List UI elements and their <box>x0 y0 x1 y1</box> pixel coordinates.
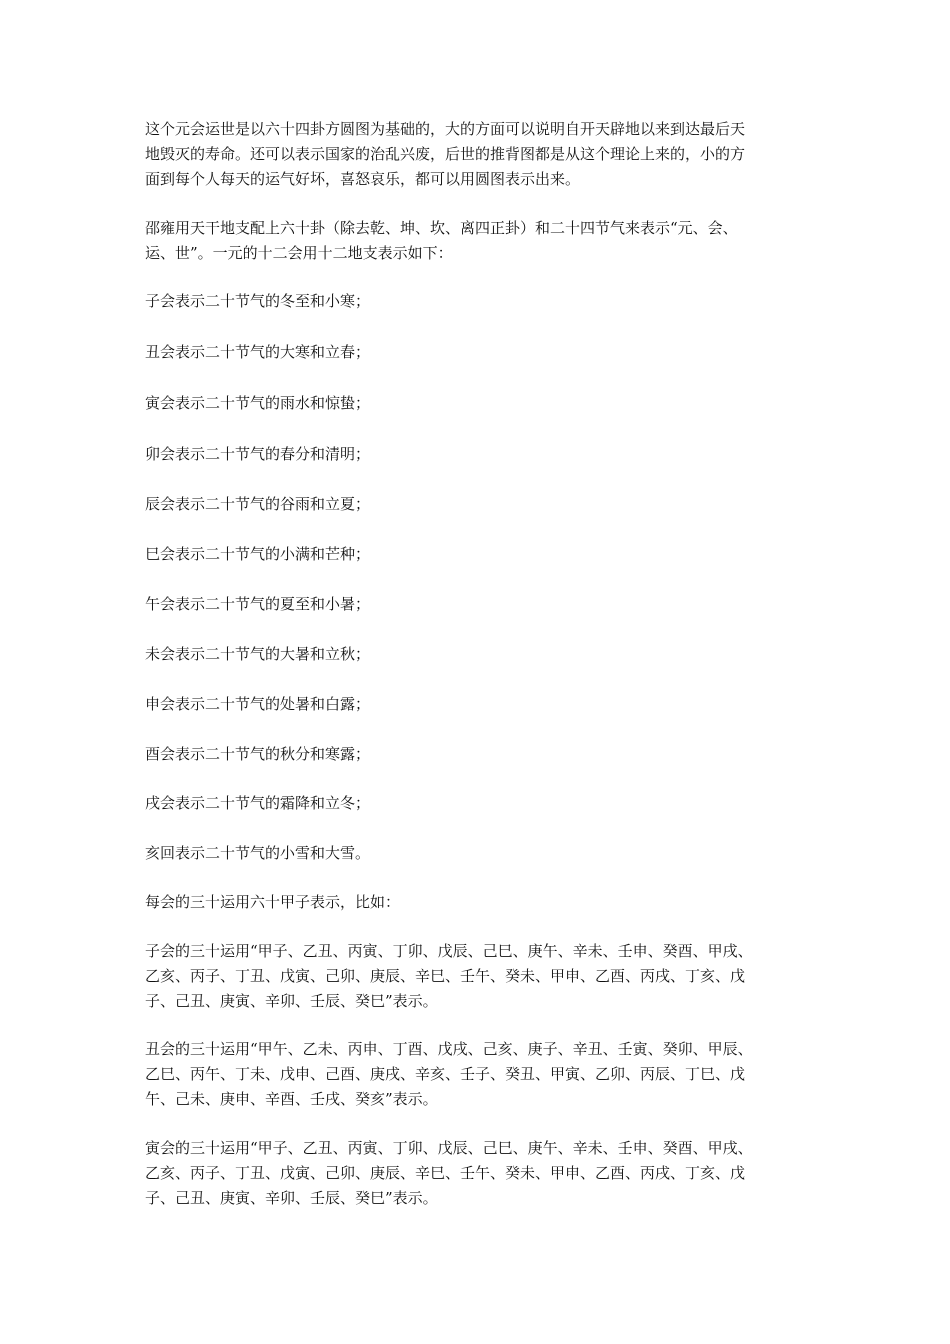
xu-hui-paragraph <box>145 791 810 816</box>
zi-hui-yun-paragraph <box>145 939 810 1014</box>
sanshi-yun-intro-paragraph <box>145 890 810 915</box>
you-hui-paragraph <box>145 742 810 767</box>
chou-hui-paragraph <box>145 340 810 365</box>
text-line: 卯会表示二十节气的春分和清明； <box>145 445 371 463</box>
yin-hui-yun-paragraph <box>145 1136 810 1211</box>
text-line: 申会表示二十节气的处暑和白露； <box>145 695 371 713</box>
text-line: 巳会表示二十节气的小满和芒种； <box>145 545 371 563</box>
yin-hui-paragraph <box>145 391 810 416</box>
text-line: 运、世”。一元的十二会用十二地支表示如下： <box>145 244 453 262</box>
text-line: 戌会表示二十节气的霜降和立冬； <box>145 794 371 812</box>
text-line: 寅会表示二十节气的雨水和惊蛰； <box>145 394 371 412</box>
text-line: 子会表示二十节气的冬至和小寒； <box>145 292 371 310</box>
chou-hui-yun-paragraph <box>145 1037 810 1112</box>
text-line: 寅会的三十运用“甲子、乙丑、丙寅、丁卯、戊辰、己巳、庚午、辛未、壬申、癸酉、甲戌、 <box>145 1139 753 1157</box>
shao-yong-paragraph <box>145 216 810 266</box>
text-line: 乙亥、丙子、丁丑、戊寅、己卯、庚辰、辛巳、壬午、癸未、甲申、乙酉、丙戌、丁亥、戊 <box>145 967 746 985</box>
text-line: 丑会的三十运用“甲午、乙未、丙申、丁酉、戊戌、己亥、庚子、辛丑、壬寅、癸卯、甲辰、 <box>145 1040 753 1058</box>
text-line: 辰会表示二十节气的谷雨和立夏； <box>145 495 371 513</box>
text-line: 乙巳、丙午、丁未、戊申、己酉、庚戌、辛亥、壬子、癸丑、甲寅、乙卯、丙辰、丁巳、戊 <box>145 1065 746 1083</box>
text-line: 午、己未、庚申、辛酉、壬戌、癸亥”表示。 <box>145 1090 438 1108</box>
text-line: 乙亥、丙子、丁丑、戊寅、己卯、庚辰、辛巳、壬午、癸未、甲申、乙酉、丙戌、丁亥、戊 <box>145 1164 746 1182</box>
intro-paragraph <box>145 117 810 192</box>
chen-hui-paragraph <box>145 492 810 517</box>
si-hui-paragraph <box>145 542 810 567</box>
wei-hui-paragraph <box>145 642 810 667</box>
text-line: 子、己丑、庚寅、辛卯、壬辰、癸巳”表示。 <box>145 992 438 1010</box>
text-line: 面到每个人每天的运气好坏，喜怒哀乐，都可以用圆图表示出来。 <box>145 170 581 188</box>
shen-hui-paragraph <box>145 692 810 717</box>
text-line: 每会的三十运用六十甲子表示，比如： <box>145 893 401 911</box>
zi-hui-paragraph <box>145 289 810 314</box>
text-line: 地毁灭的寿命。还可以表示国家的治乱兴废，后世的推背图都是从这个理论上来的，小的方 <box>145 145 746 163</box>
text-line: 邵雍用天干地支配上六十卦（除去乾、坤、坎、离四正卦）和二十四节气来表示“元、会、 <box>145 219 738 237</box>
text-line: 这个元会运世是以六十四卦方圆图为基础的，大的方面可以说明自开天辟地以来到达最后天 <box>145 120 746 138</box>
text-line: 丑会表示二十节气的大寒和立春； <box>145 343 371 361</box>
hai-hui-paragraph <box>145 841 810 866</box>
text-line: 午会表示二十节气的夏至和小暑； <box>145 595 371 613</box>
text-line: 未会表示二十节气的大暑和立秋； <box>145 645 371 663</box>
text-line: 子会的三十运用“甲子、乙丑、丙寅、丁卯、戊辰、己巳、庚午、辛未、壬申、癸酉、甲戌、 <box>145 942 753 960</box>
text-line: 酉会表示二十节气的秋分和寒露； <box>145 745 371 763</box>
wu-hui-paragraph <box>145 592 810 617</box>
text-line: 子、己丑、庚寅、辛卯、壬辰、癸巳”表示。 <box>145 1189 438 1207</box>
mao-hui-paragraph <box>145 442 810 467</box>
text-line: 亥回表示二十节气的小雪和大雪。 <box>145 844 371 862</box>
